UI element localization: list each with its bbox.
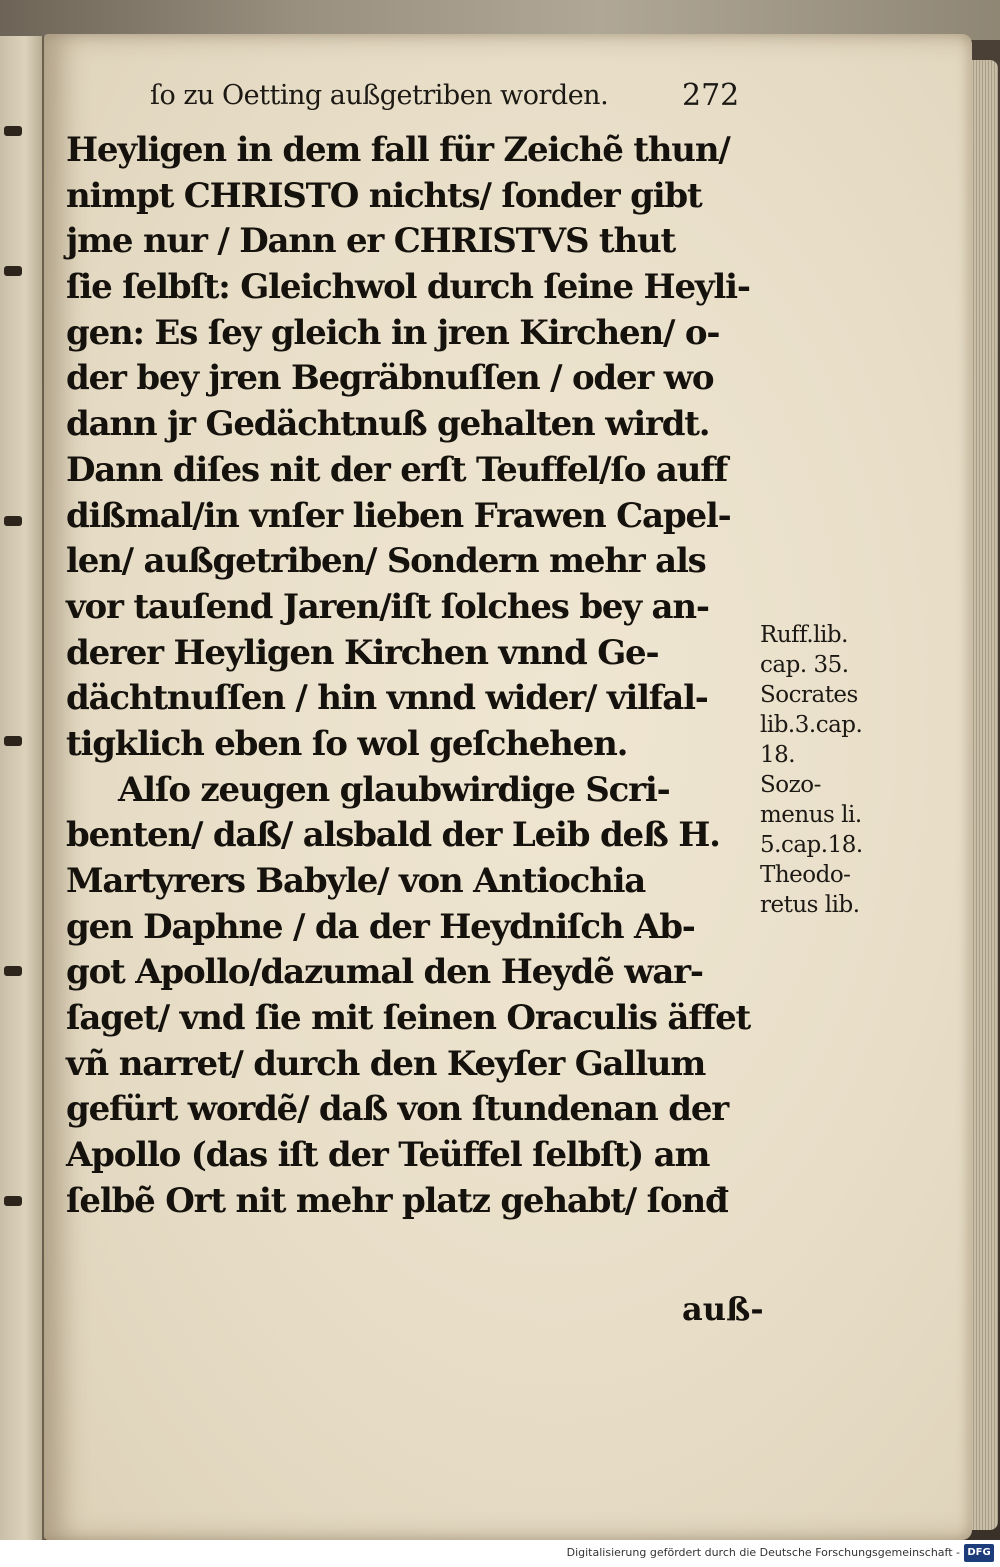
- text-line: vñ narret/ durch den Keyſer Gallum: [66, 1043, 706, 1084]
- text-line: gen: Es ſey gleich in jren Kirchen/ o-: [66, 312, 720, 353]
- show-through-mark: [4, 266, 22, 276]
- text-line: len/ außgetriben/ Sondern mehr als: [66, 541, 706, 582]
- margin-note: Sozo-: [760, 772, 821, 798]
- catchword: auß-: [682, 1290, 764, 1328]
- page-number: 272: [682, 78, 740, 113]
- show-through-mark: [4, 126, 22, 136]
- margin-note: 5.cap.18.: [760, 832, 863, 858]
- text-line: ſaget/ vnd ſie mit ſeinen Oraculis äffet: [66, 998, 751, 1039]
- body-text: [66, 128, 766, 1225]
- show-through-mark: [4, 966, 22, 976]
- text-line: vor tauſend Jaren/iſt ſolches bey an-: [66, 586, 709, 627]
- margin-note: 18.: [760, 742, 796, 768]
- text-line: dächtnuſſen / hin vnnd wider/ vilfal-: [66, 678, 708, 719]
- margin-note: Socrates: [760, 682, 858, 708]
- text-line: der bey jren Begräbnuſſen / oder wo: [66, 358, 714, 399]
- paragraph-start-line: Alſo zeugen glaubwirdige Scri-: [118, 769, 670, 810]
- text-line: ſie ſelbſt: Gleichwol durch ſeine Heyli-: [66, 267, 750, 308]
- text-line: gen Daphne / da der Heydniſch Ab-: [66, 906, 695, 947]
- margin-note: menus li.: [760, 802, 862, 828]
- text-line: derer Heyligen Kirchen vnnd Ge-: [66, 632, 659, 673]
- dfg-logo: DFG: [964, 1544, 994, 1562]
- text-line: jme nur / Dann er CHRISTVS thut: [66, 221, 675, 262]
- show-through-mark: [4, 736, 22, 746]
- margin-notes: [760, 620, 920, 920]
- show-through-mark: [4, 516, 22, 526]
- running-head: ſo zu Oetting außgetriben worden.: [150, 80, 609, 111]
- text-line: Heyligen in dem fall für Zeichẽ thun/: [66, 130, 730, 170]
- show-through-mark: [4, 1196, 22, 1206]
- margin-note: Ruff.lib.: [760, 622, 848, 648]
- text-line: dißmal/in vnſer lieben Frawen Capel-: [66, 495, 731, 536]
- text-line: dann jr Gedächtnuß gehalten wirdt.: [66, 404, 710, 445]
- text-line: benten/ daß/ alsbald der Leib deß H.: [66, 815, 720, 856]
- margin-note: cap. 35.: [760, 652, 849, 678]
- margin-note: retus lib.: [760, 892, 860, 918]
- text-line: got Apollo/dazumal den Heydẽ war-: [66, 952, 703, 993]
- funding-credit: Digitalisierung gefördert durch die Deutsche Forschungsgemeinschaft -: [566, 1546, 960, 1559]
- text-line: Apollo (das iſt der Teüffel ſelbſt) am: [66, 1135, 710, 1176]
- margin-note: lib.3.cap.: [760, 712, 863, 738]
- facing-page-edge: [0, 36, 45, 1548]
- text-line: nimpt CHRISTO nichts/ ſonder gibt: [66, 175, 702, 216]
- text-line: ſelbẽ Ort nit mehr platz gehabt/ ſonđ: [66, 1180, 728, 1221]
- text-line: gefürt wordẽ/ daß von ſtundenan der: [66, 1089, 728, 1130]
- text-line: tigklich eben ſo wol geſchehen.: [66, 723, 628, 764]
- text-line: Dann diſes nit der erſt Teuffel/ſo auff: [66, 449, 728, 490]
- text-line: Martyrers Babyle/ von Antiochia: [66, 861, 646, 901]
- margin-note: Theodo-: [760, 862, 851, 888]
